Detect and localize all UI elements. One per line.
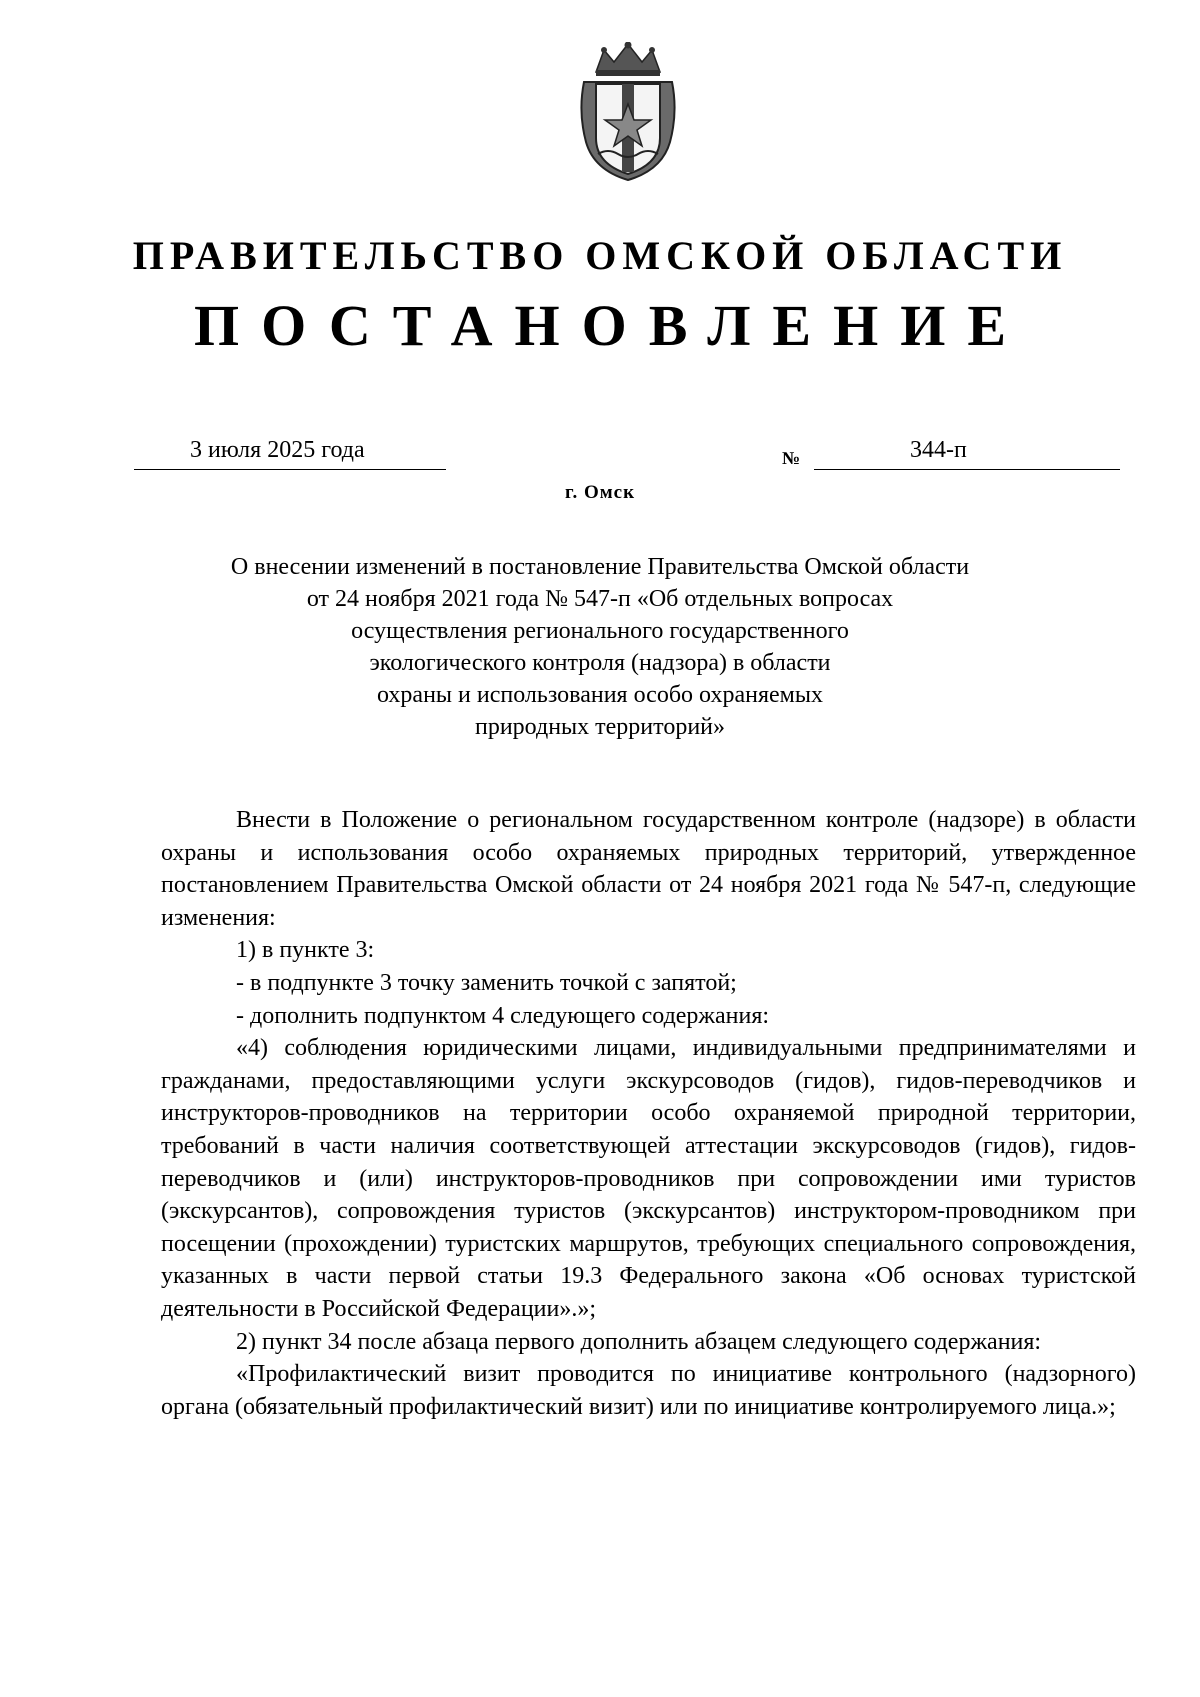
number-sign: № (782, 448, 801, 468)
document-number: 344-п (910, 437, 967, 463)
date-field (134, 437, 446, 470)
heading-line: охраны и использования особо охраняемых (377, 682, 823, 708)
heading-line: О внесении изменений в постановление Правительства Омской области (230, 554, 970, 580)
document-date: 3 июля 2025 года (190, 437, 365, 463)
city-name: г. Омск (564, 482, 636, 503)
item-2-quote: «Профилактический визит проводится по инициативе контрольного (надзорного) органа (обязательный профилактический визит) или по инициативе контролируемого лица.»; (161, 1361, 1136, 1420)
coat-of-arms-emblem (574, 42, 682, 182)
document-type: ПОСТАНОВЛЕНИЕ (193, 293, 1029, 358)
item-1-subpoint-a: - в подпункте 3 точку заменить точкой с запятой; (236, 969, 737, 996)
heading-line: осуществления регионального государственного (351, 618, 849, 644)
document-heading (160, 551, 1040, 743)
document-body (161, 804, 1136, 1423)
heading-line: природных территорий» (474, 714, 726, 740)
item-1-quote: «4) соблюдения юридическими лицами, индивидуальными предпринимателями и гражданами, предоставляющими услуги экскурсоводов (гидов), гидов-переводчиков и инструкторов-проводников на территории особо охраняемой природной территории, требований в части наличия соответствующей аттестации экскурсоводов (гидов), гидов-переводчиков и (или) инструкторов-проводников при сопровождении ими туристов (экскурсантов), сопровождения туристов (экскурсантов) инструктором-проводником при посещении (прохождении) туристских маршрутов, требующих специального сопровождения, указанных в части первой статьи 19.3 Федерального закона «Об основах туристской деятельности в Российской Федерации».»; (161, 1035, 1136, 1322)
item-2: 2) пункт 34 после абзаца первого дополнить абзацем следующего содержания: (236, 1328, 1042, 1355)
number-field (814, 437, 1120, 470)
heading-line: от 24 ноября 2021 года № 547-п «Об отдельных вопросах (306, 586, 894, 612)
government-title: ПРАВИТЕЛЬСТВО ОМСКОЙ ОБЛАСТИ (132, 233, 1068, 278)
item-1: 1) в пункте 3: (236, 937, 375, 964)
item-1-subpoint-b: - дополнить подпунктом 4 следующего содержания: (236, 1002, 770, 1029)
intro-paragraph: Внести в Положение о региональном государственном контроле (надзоре) в области охраны и использования особо охраняемых природных территорий, утвержденное постановлением Правительства Омской области от 24 ноября 2021 года № 547-п, следующие изменения: (161, 807, 1136, 931)
heading-line: экологического контроля (надзора) в области (369, 650, 831, 676)
